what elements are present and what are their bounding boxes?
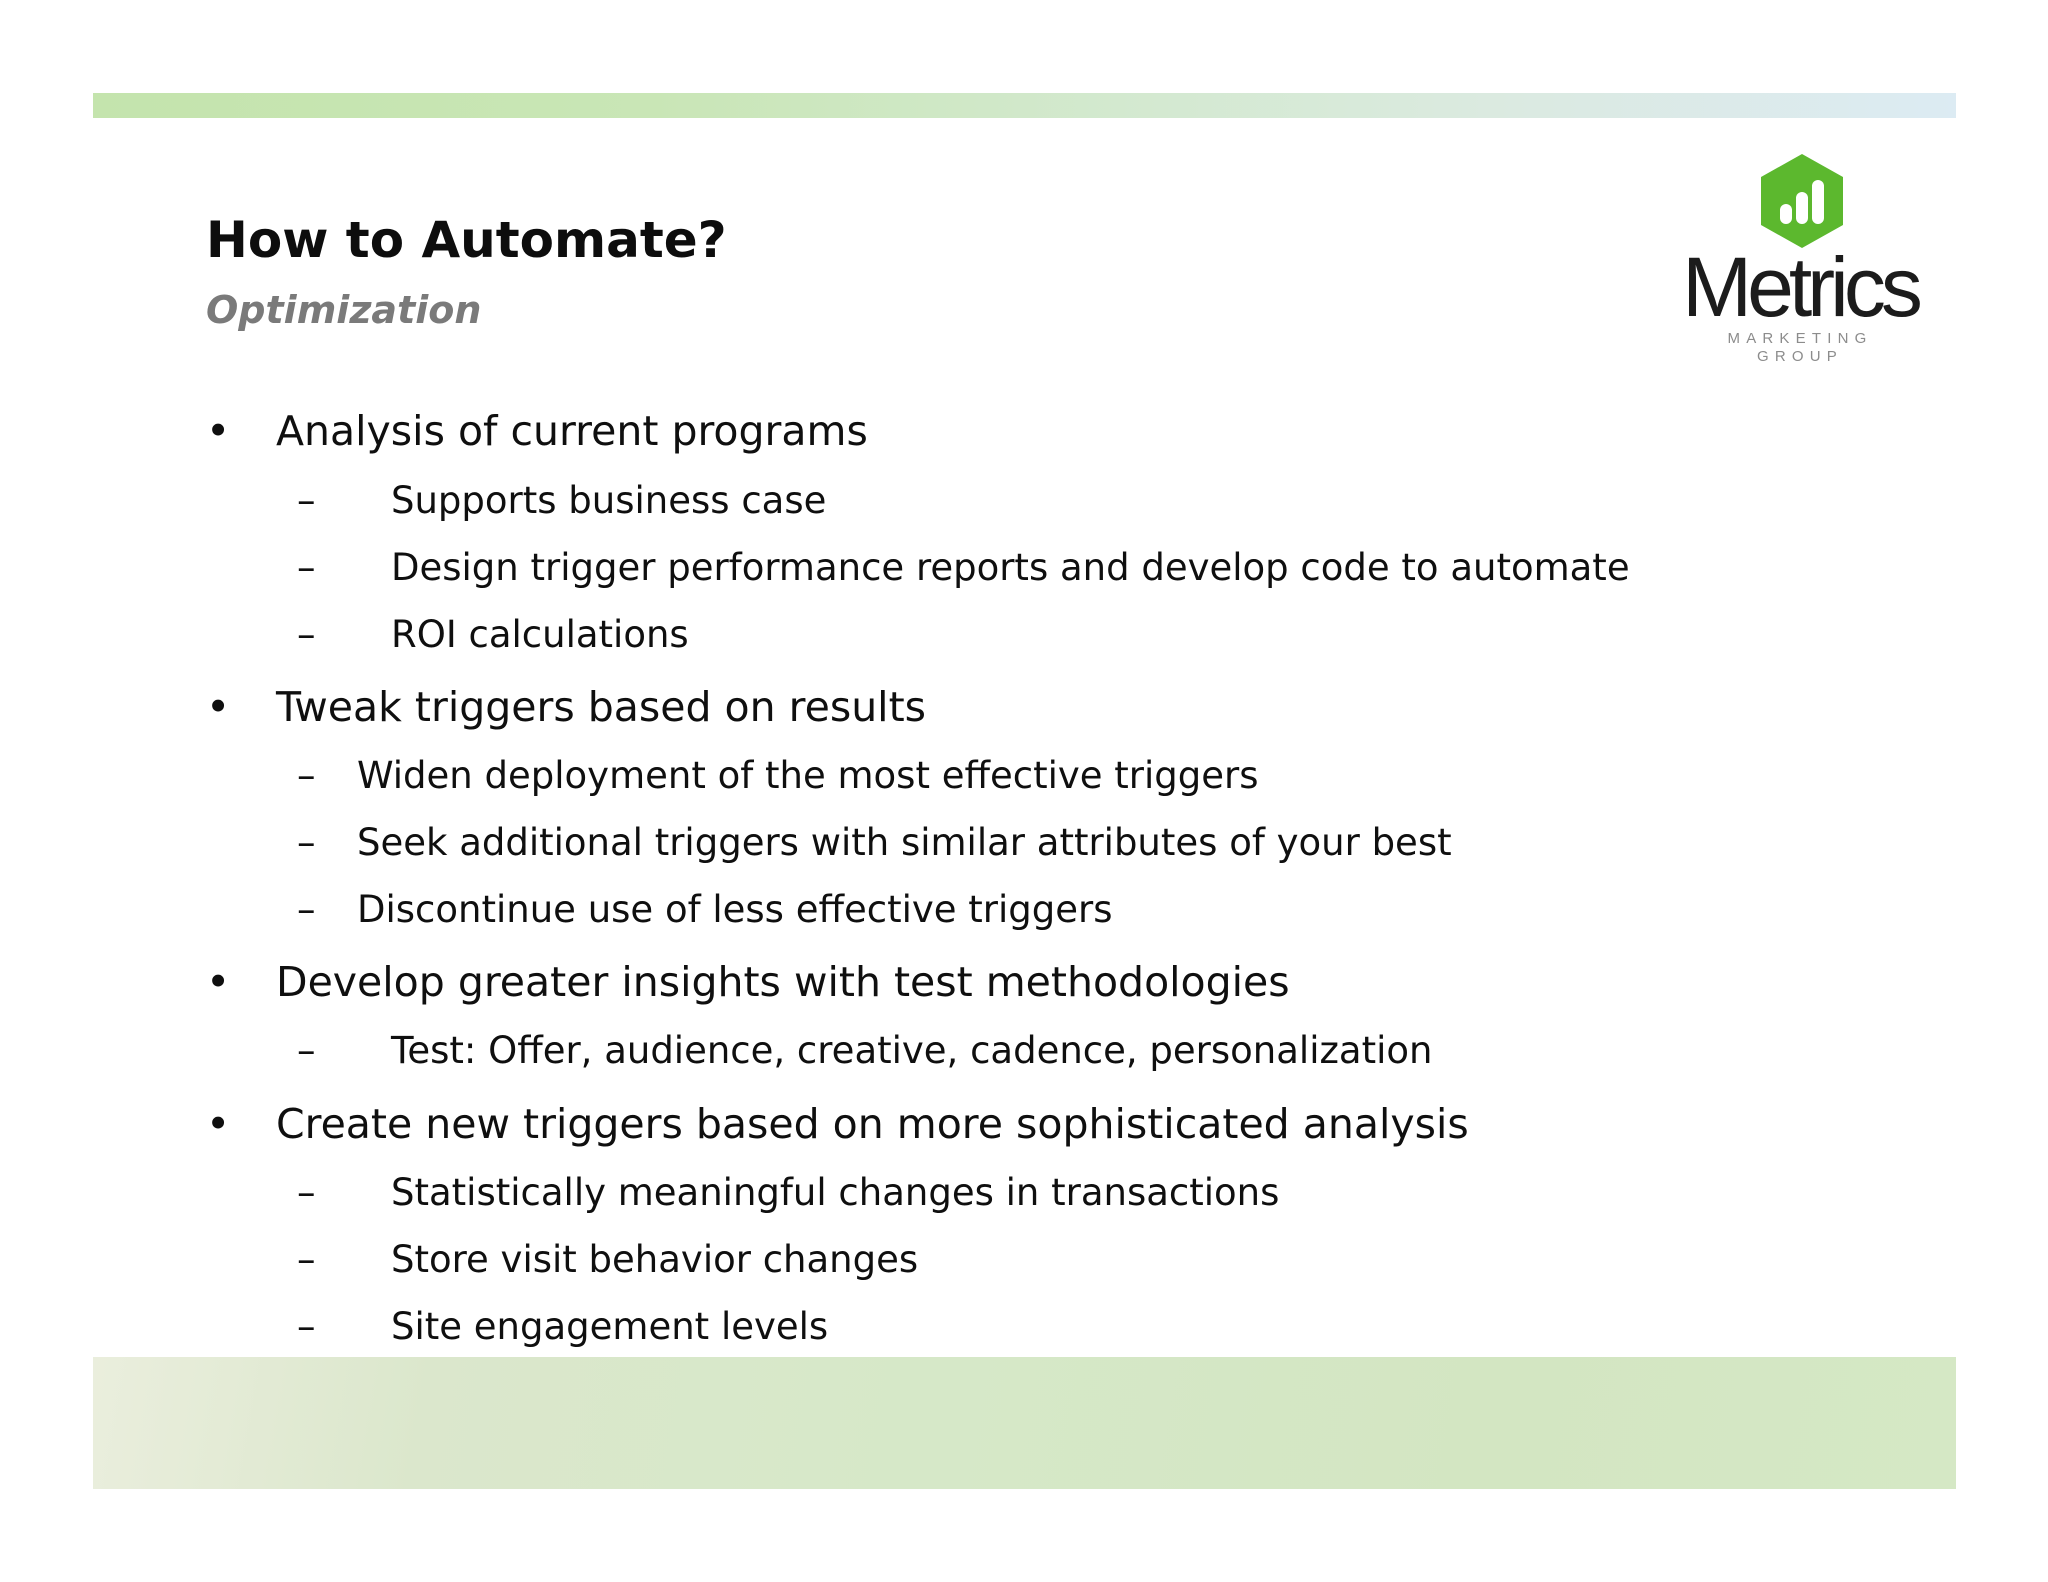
sub-bullet-text: Seek additional triggers with similar attributes of your best — [357, 821, 1452, 864]
bar-chart-hexagon-icon — [1758, 152, 1846, 250]
logo-tagline: MARKETING GROUP — [1727, 330, 1873, 365]
sub-bullet-text: ROI calculations — [391, 613, 689, 656]
bullet-marker: • — [206, 683, 231, 731]
dash-marker: – — [297, 546, 316, 589]
sub-bullet-text: Supports business case — [391, 479, 827, 522]
dash-marker: – — [297, 1171, 316, 1214]
sub-bullet-text: Widen deployment of the most effective triggers — [357, 754, 1259, 797]
dash-marker: – — [297, 754, 316, 797]
slide-subtitle: Optimization — [206, 288, 482, 332]
bullet-text: Tweak triggers based on results — [276, 683, 927, 731]
dash-marker: – — [297, 1029, 316, 1072]
sub-bullet-text: Design trigger performance reports and develop code to automate — [391, 546, 1630, 589]
bottom-decorative-band — [93, 1357, 1956, 1489]
slide-title: How to Automate? — [206, 211, 727, 269]
top-decorative-band — [93, 93, 1956, 118]
dash-marker: – — [297, 1238, 316, 1281]
dash-marker: – — [297, 479, 316, 522]
sub-bullet-text: Statistically meaningful changes in transactions — [391, 1171, 1280, 1214]
sub-bullet-text: Test: Offer, audience, creative, cadence, personalization — [391, 1029, 1433, 1072]
bullet-marker: • — [206, 407, 231, 455]
bullet-text: Analysis of current programs — [276, 407, 868, 455]
sub-bullet-text: Site engagement levels — [391, 1305, 829, 1348]
sub-bullet-text: Discontinue use of less effective triggers — [357, 888, 1113, 931]
dash-marker: – — [297, 1305, 316, 1348]
dash-marker: – — [297, 821, 316, 864]
bullet-marker: • — [206, 958, 231, 1006]
metrics-logo — [1680, 152, 1920, 365]
dash-marker: – — [297, 888, 316, 931]
bullet-text: Develop greater insights with test methodologies — [276, 958, 1290, 1006]
bullet-text: Create new triggers based on more sophisticated analysis — [276, 1100, 1469, 1148]
sub-bullet-text: Store visit behavior changes — [391, 1238, 919, 1281]
dash-marker: – — [297, 613, 316, 656]
bullet-marker: • — [206, 1100, 231, 1148]
logo-wordmark: Metrics — [1682, 240, 1918, 334]
